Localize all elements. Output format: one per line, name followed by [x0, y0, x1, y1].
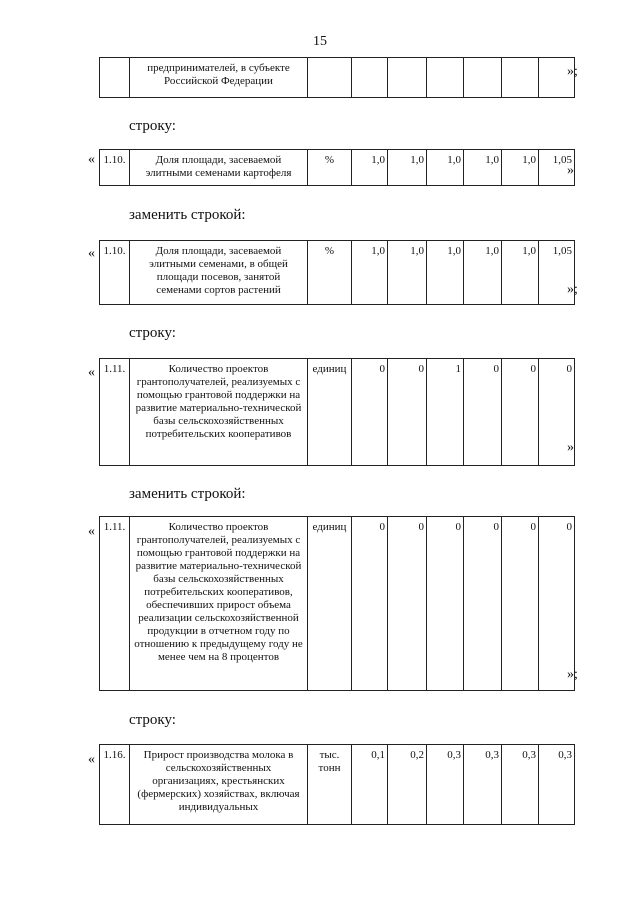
- value-cell: 1,0: [352, 150, 388, 186]
- value-cell: 1,05: [539, 241, 575, 305]
- row-number: 1.10.: [100, 241, 130, 305]
- row-name: Прирост производства молока в сельскохозяйственных организациях, крестьянских (фермерских) хозяйствах, включая индивидуальных: [130, 745, 308, 825]
- value-cell: 0: [502, 517, 539, 691]
- row-name: предпринимателей, в субъекте Российской Федерации: [130, 58, 308, 98]
- table-row: [100, 517, 575, 691]
- value-cell: 0: [352, 517, 388, 691]
- row-name: Количество проектов грантополучателей, реализуемых с помощью грантовой поддержки на развитие материально-технической базы сельскохозяйственных потребительских кооперативов, обеспечивших прирост объема реализации сельскохозяйственной продукции в отчетном году по отношению к предыдущему году не менее чем на 8 процентов: [130, 517, 308, 691]
- value-cell: 0,3: [464, 745, 502, 825]
- row-number: 1.16.: [100, 745, 130, 825]
- row-number: 1.11.: [100, 359, 130, 466]
- row-unit: тыс. тонн: [308, 745, 352, 825]
- value-cell: 0: [427, 517, 464, 691]
- value-cell: 1,0: [388, 241, 427, 305]
- value-cell: 0: [464, 359, 502, 466]
- table-row: [100, 745, 575, 825]
- value-cell: 0,3: [502, 745, 539, 825]
- value-cell: 0,1: [352, 745, 388, 825]
- value-cell: 1,0: [502, 150, 539, 186]
- value-cell: 1,0: [427, 150, 464, 186]
- value-cell: 1,0: [464, 241, 502, 305]
- indicator-table: [99, 744, 575, 825]
- section-heading: строку:: [129, 118, 176, 134]
- section-heading: строку:: [129, 712, 176, 728]
- value-cell: 1,0: [464, 150, 502, 186]
- row-name: Количество проектов грантополучателей, реализуемых с помощью грантовой поддержки на развитие материально-технической базы сельскохозяйственных потребительских кооперативов: [130, 359, 308, 466]
- closing-quote: »;: [567, 282, 578, 297]
- value-cell: 1,0: [388, 150, 427, 186]
- value-cell: 1,0: [502, 241, 539, 305]
- indicator-table: [99, 240, 575, 305]
- closing-quote: »: [567, 440, 574, 455]
- value-cell: 0: [388, 359, 427, 466]
- closing-quote: »: [567, 163, 574, 178]
- indicator-table: [99, 516, 575, 691]
- row-unit: единиц: [308, 359, 352, 466]
- indicator-table: [99, 149, 575, 186]
- value-cell: 0,2: [388, 745, 427, 825]
- value-cell: 0: [539, 359, 575, 466]
- value-cell: 0: [502, 359, 539, 466]
- closing-quote: »;: [567, 64, 578, 79]
- value-cell: 1: [427, 359, 464, 466]
- row-name: Доля площади, засеваемой элитными семенами, в общей площади посевов, занятой семенами сортов растений: [130, 241, 308, 305]
- table-row: [100, 150, 575, 186]
- opening-quote: «: [88, 365, 95, 380]
- opening-quote: «: [88, 152, 95, 167]
- row-number: 1.10.: [100, 150, 130, 186]
- page-number: 15: [313, 34, 327, 49]
- opening-quote: «: [88, 246, 95, 261]
- row-unit: %: [308, 241, 352, 305]
- row-number: 1.11.: [100, 517, 130, 691]
- table-row: [100, 359, 575, 466]
- opening-quote: «: [88, 752, 95, 767]
- value-cell: 0: [388, 517, 427, 691]
- row-unit: %: [308, 150, 352, 186]
- value-cell: 0: [352, 359, 388, 466]
- opening-quote: «: [88, 524, 95, 539]
- value-cell: 1,0: [427, 241, 464, 305]
- indicator-table: [99, 358, 575, 466]
- section-heading: строку:: [129, 325, 176, 341]
- section-heading: заменить строкой:: [129, 207, 246, 223]
- closing-quote: »;: [567, 667, 578, 682]
- value-cell: 0,3: [539, 745, 575, 825]
- value-cell: 1,0: [352, 241, 388, 305]
- value-cell: 0: [539, 517, 575, 691]
- value-cell: 0: [464, 517, 502, 691]
- row-name: Доля площади, засеваемой элитными семенами картофеля: [130, 150, 308, 186]
- value-cell: 0,3: [427, 745, 464, 825]
- table-row: [100, 241, 575, 305]
- section-heading: заменить строкой:: [129, 486, 246, 502]
- row-unit: единиц: [308, 517, 352, 691]
- value-cell: 1,05: [539, 150, 575, 186]
- top-fragment-table: [99, 57, 575, 98]
